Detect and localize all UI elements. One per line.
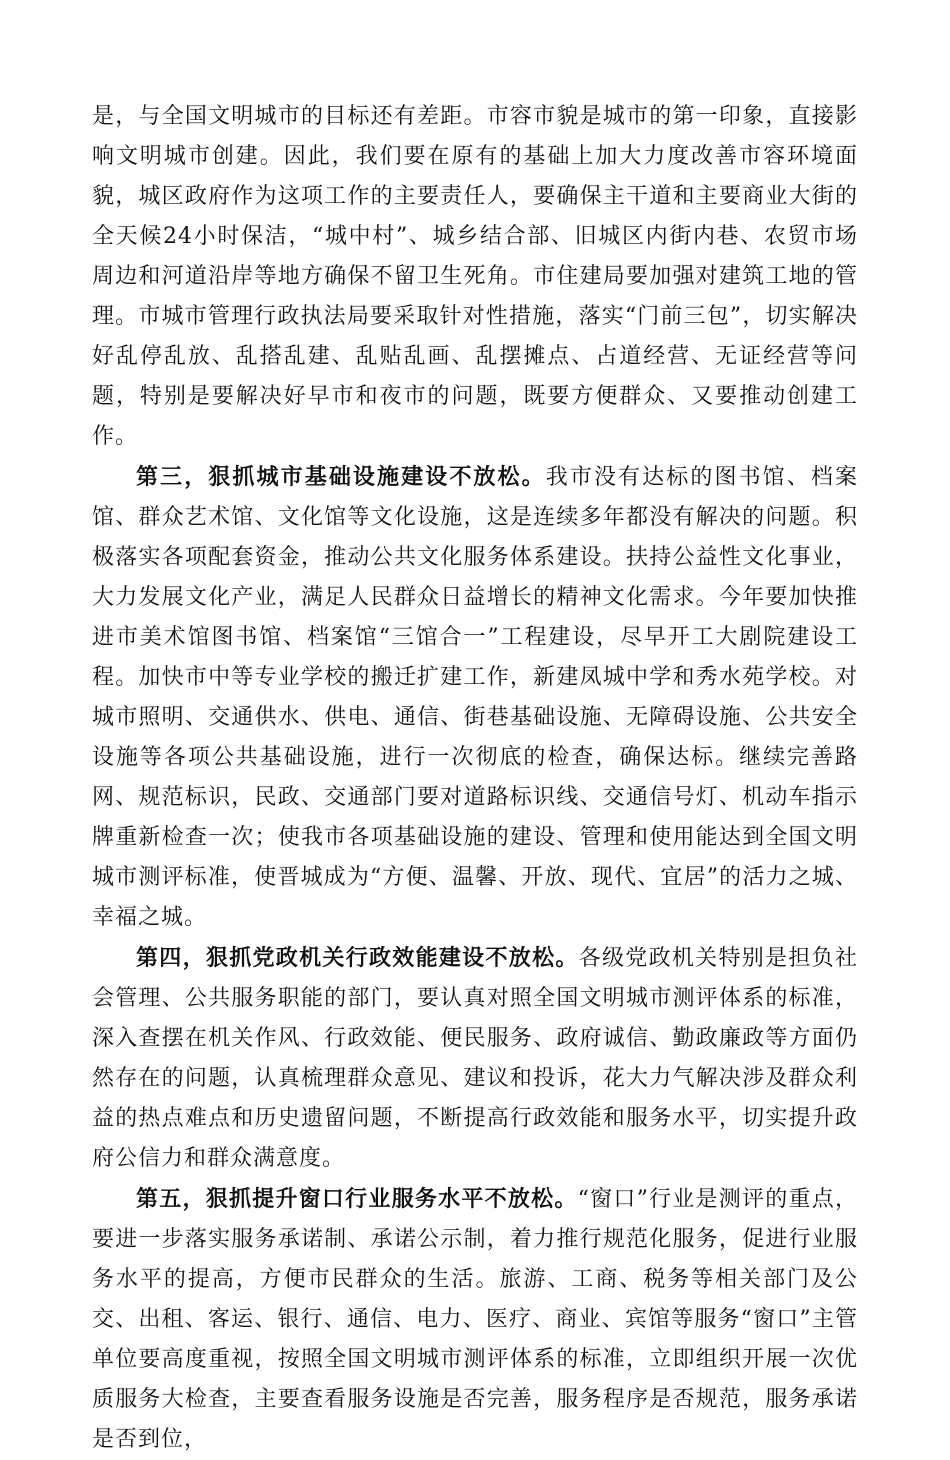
document-body — [92, 97, 858, 1460]
paragraph-point-three — [92, 457, 858, 938]
paragraph-point-four — [92, 938, 858, 1179]
paragraph-heading: 第五，狠抓提升窗口行业服务水平不放松。 — [136, 1186, 578, 1212]
paragraph-text: 各级党政机关特别是担负社会管理、公共服务职能的部门，要认真对照全国文明城市测评体系的标准，深入查摆在机关作风、行政效能、便民服务、政府诚信、勤政廉政等方面仍然存在的问题，认真梳理群众意见、建议和投诉，花大力气解决涉及群众利益的热点难点和历史遗留问题，不断提高行政效能和服务水平，切实提升政府公信力和群众满意度。 — [92, 946, 858, 1171]
paragraph-point-five — [92, 1179, 858, 1460]
paragraph-text: 是，与全国文明城市的目标还有差距。市容市貌是城市的第一印象，直接影响文明城市创建。因此，我们要在原有的基础上加大力度改善市容环境面貌，城区政府作为这项工作的主要责任人，要确保主干道和主要商业大街的全天候24小时保洁，“城中村”、城乡结合部、旧城区内街内巷、农贸市场周边和河道沿岸等地方确保不留卫生死角。市住建局要加强对建筑工地的管理。市城市管理行政执法局要采取针对性措施，落实“门前三包”，切实解决好乱停乱放、乱搭乱建、乱贴乱画、乱摆摊点、占道经营、无证经营等问题，特别是要解决好早市和夜市的问题，既要方便群众、又要推动创建工作。 — [92, 104, 858, 449]
paragraph-heading: 第四，狠抓党政机关行政效能建设不放松。 — [136, 945, 579, 971]
paragraph-text: 我市没有达标的图书馆、档案馆、群众艺术馆、文化馆等文化设施，这是连续多年都没有解决的问题。积极落实各项配套资金，推动公共文化服务体系建设。扶持公益性文化事业，大力发展文化产业，满足人民群众日益增长的精神文化需求。今年要加快推进市美术馆图书馆、档案馆“三馆合一”工程建设，尽早开工大剧院建设工程。加快市中等专业学校的搬迁扩建工作，新建凤城中学和秀水苑学校。对城市照明、交通供水、供电、通信、街巷基础设施、无障碍设施、公共安全设施等各项公共基础设施，进行一次彻底的检查，确保达标。继续完善路网、规范标识，民政、交通部门要对道路标识线、交通信号灯、机动车指示牌重新检查一次；使我市各项基础设施的建设、管理和使用能达到全国文明城市测评标准，使晋城成为“方便、温馨、开放、现代、宜居”的活力之城、幸福之城。 — [92, 465, 858, 930]
paragraph-heading: 第三，狠抓城市基础设施建设不放松。 — [136, 464, 546, 490]
paragraph-continuation — [92, 97, 858, 457]
paragraph-text: “窗口”行业是测评的重点，要进一步落实服务承诺制、承诺公示制，着力推行规范化服务，促进行业服务水平的提高，方便市民群众的生活。旅游、工商、税务等相关部门及公交、出租、客运、银行、通信、电力、医疗、商业、宾馆等服务“窗口”主管单位要高度重视，按照全国文明城市测评体系的标准，立即组织开展一次优质服务大检查，主要查看服务设施是否完善，服务程序是否规范，服务承诺是否到位， — [92, 1187, 858, 1452]
